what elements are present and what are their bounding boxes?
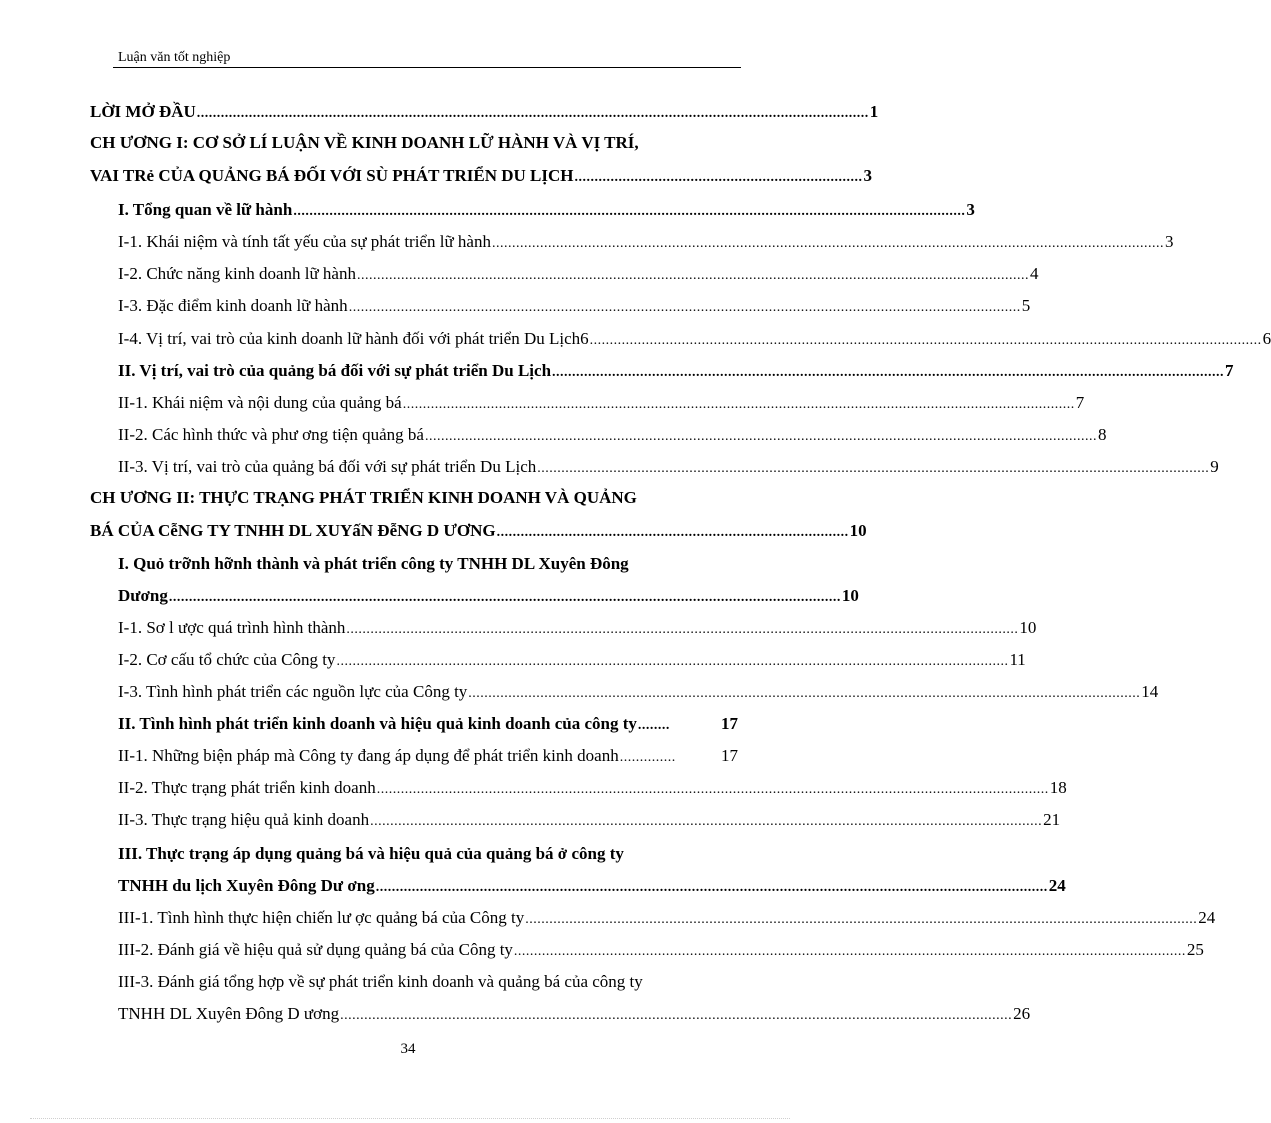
toc-page-number: 9 — [1210, 457, 1219, 476]
toc-page-number: 7 — [1225, 361, 1234, 380]
toc-entry-title: TNHH DL Xuyên Đông D ương — [118, 1004, 340, 1023]
toc-page-number: 18 — [1049, 778, 1067, 797]
toc-page-number: 17 — [721, 746, 738, 765]
toc-entry-loi-mo-dau[interactable] — [90, 102, 879, 122]
toc-leader: ........................................................................................................................................................................ — [491, 236, 1164, 251]
toc-page-number: 7 — [1075, 393, 1085, 412]
toc-entry-title: II-3. Thực trạng hiệu quả kinh doanh — [118, 810, 370, 829]
toc-entry-c1-s1-1[interactable] — [118, 232, 1174, 252]
toc-entry-c2-s1-3[interactable] — [118, 682, 1159, 702]
toc-entry-c2-s3[interactable] — [118, 876, 1066, 896]
toc-page-number: 17 — [721, 714, 738, 733]
toc-entry-c1-s2-3[interactable] — [118, 457, 1219, 477]
toc-entry-c2-s3-1[interactable] — [118, 908, 1216, 928]
toc-leader: ........................................................................................................................................................................ — [336, 654, 1009, 669]
toc-entry-title: II-2. Các hình thức và phư ơng tiện quảng bá — [118, 425, 424, 444]
toc-page-number: 1 — [869, 102, 879, 121]
toc-entry-c2-s1[interactable] — [118, 586, 859, 606]
toc-entry-title: I. Tổng quan về lữ hành — [118, 200, 293, 219]
toc-page-number: 3 — [966, 200, 975, 219]
toc-entry-title: I-2. Chức năng kinh doanh lữ hành — [118, 264, 356, 283]
toc-entry-title: I-1. Sơ l ược quá trình hình thành — [118, 618, 346, 637]
toc-entry-c1-s2[interactable] — [118, 361, 1234, 381]
toc-page-number: 10 — [1019, 618, 1037, 637]
toc-entry-title: II-1. Những biện pháp mà Công ty đang áp dụng để phát triển kinh doanh — [118, 746, 619, 765]
toc-entry-c2-s3-line1[interactable]: III. Thực trạng áp dụng quảng bá và hiệu quả của quảng bá ở công ty — [118, 844, 624, 863]
toc-leader: ........................................................................................................................................................................ — [424, 429, 1097, 444]
toc-entry-c1-s1-2[interactable] — [118, 264, 1039, 284]
toc-entry-c2-s1-2[interactable] — [118, 650, 1026, 670]
toc-chapter-1-line1[interactable]: CH ƯƠNG I: CƠ SỞ LÍ LUẬN VỀ KINH DOANH LỮ HÀNH VÀ VỊ TRÍ, — [90, 133, 639, 152]
toc-leader: ........................................................................................................................................................................ — [468, 686, 1141, 701]
toc-leader: ........................................................................................................................................................................ — [293, 204, 966, 219]
toc-leader: ........................................................................................................................................................................ — [348, 300, 1021, 315]
toc-leader: ........................................................................ — [574, 170, 863, 185]
page-number: 34 — [400, 1041, 416, 1057]
toc-entry-title: BÁ CỦA CễNG TY TNHH DL XUYấN ĐễNG D ƯƠNG — [90, 521, 496, 540]
toc-entry-c2-s2-3[interactable] — [118, 810, 1061, 830]
toc-page-number: 5 — [1021, 296, 1031, 315]
toc-leader: ........................................................................................ — [496, 525, 849, 540]
toc-entry-c1-s1-3[interactable] — [118, 296, 1031, 316]
toc-leader: ........ — [637, 718, 670, 733]
toc-entry-c1-s2-1[interactable] — [118, 393, 1085, 413]
toc-page-number: 10 — [849, 521, 867, 540]
toc-page-number: 8 — [1097, 425, 1107, 444]
toc-page-number: 4 — [1029, 264, 1039, 283]
toc-entry-title: II. Tình hình phát triển kinh doanh và hiệu quả kinh doanh của công ty — [118, 714, 637, 733]
toc-entry-title: II. Vị trí, vai trò của quảng bá đối với sự phát triển Du Lịch — [118, 361, 552, 380]
toc-page-number: 3 — [863, 166, 872, 185]
toc-page-number: 14 — [1141, 682, 1159, 701]
header-rule — [113, 67, 741, 68]
toc-leader: ........................................................................................................................................................................ — [402, 397, 1075, 412]
running-header: Luận văn tốt nghiệp — [118, 50, 231, 65]
toc-entry-c2-s1-line1[interactable]: I. Quỏ trỡnh hỡnh thành và phát triển công ty TNHH DL Xuyên Đông — [118, 554, 629, 573]
toc-leader: ........................................................................................................................................................................ — [537, 461, 1210, 476]
toc-entry-c1-s1-4[interactable] — [118, 329, 1271, 349]
toc-leader: ........................................................................................................................................................................ — [168, 590, 841, 605]
toc-entry-title: VAI TRẻ CỦA QUẢNG BÁ ĐỐI VỚI SÙ PHÁT TRIỂN DU LỊCH — [90, 166, 574, 185]
toc-entry-c2-s3-2[interactable] — [118, 940, 1204, 960]
toc-entry-c2-s3-3[interactable] — [118, 1004, 1031, 1024]
toc-entry-title: III-1. Tình hình thực hiện chiến lư ợc quảng bá của Công ty — [118, 908, 525, 927]
toc-leader: ........................................................................................................................................................................ — [525, 912, 1198, 927]
toc-leader: ........................................................................................................................................................................ — [376, 782, 1049, 797]
toc-page-number: 6 — [1262, 329, 1271, 348]
toc-entry-title: LỜI MỞ ĐẦU — [90, 102, 196, 121]
toc-page-number: 21 — [1043, 810, 1061, 829]
toc-leader: ........................................................................................................................................................................ — [589, 333, 1262, 348]
toc-leader: ........................................................................................................................................................................ — [196, 106, 869, 121]
toc-entry-c2-s3-3-line1[interactable]: III-3. Đánh giá tổng hợp về sự phát triển kinh doanh và quảng bá của công ty — [118, 972, 643, 991]
toc-entry-title: I-2. Cơ cấu tổ chức của Công ty — [118, 650, 336, 669]
toc-leader: .............. — [619, 750, 676, 765]
toc-page-number: 25 — [1186, 940, 1204, 959]
toc-leader: ........................................................................................................................................................................ — [552, 365, 1225, 380]
toc-entry-c2-s2-2[interactable] — [118, 778, 1067, 798]
toc-leader: ........................................................................................................................................................................ — [375, 880, 1048, 895]
toc-entry-c1-s1[interactable] — [118, 200, 975, 220]
toc-chapter-1[interactable] — [90, 166, 872, 186]
toc-entry-title: I-3. Tình hình phát triển các nguồn lực của Công ty — [118, 682, 468, 701]
toc-entry-c2-s1-1[interactable] — [118, 618, 1037, 638]
page-bottom-divider — [30, 1118, 790, 1119]
toc-entry-title: Dương — [118, 586, 168, 605]
toc-entry-c2-s2-1[interactable] — [118, 746, 738, 766]
toc-entry-title: I-1. Khái niệm và tính tất yếu của sự phát triển lữ hành — [118, 232, 491, 251]
toc-leader: ........................................................................................................................................................................ — [513, 944, 1186, 959]
toc-page-number: 11 — [1009, 650, 1026, 669]
toc-entry-title: I-3. Đặc điểm kinh doanh lữ hành — [118, 296, 348, 315]
toc-leader: ........................................................................................................................................................................ — [340, 1008, 1013, 1023]
toc-entry-title: II-1. Khái niệm và nội dung của quảng bá — [118, 393, 402, 412]
toc-chapter-2-line1[interactable]: CH ƯƠNG II: THỰC TRẠNG PHÁT TRIỂN KINH DOANH VÀ QUẢNG — [90, 488, 637, 507]
toc-page-number: 3 — [1164, 232, 1174, 251]
toc-page-number: 10 — [841, 586, 859, 605]
toc-chapter-2[interactable] — [90, 521, 867, 541]
toc-entry-title: II-2. Thực trạng phát triển kinh doanh — [118, 778, 376, 797]
toc-leader: ........................................................................................................................................................................ — [356, 268, 1029, 283]
toc-entry-title: TNHH du lịch Xuyên Đông Dư ơng — [118, 876, 375, 895]
toc-entry-c2-s2[interactable] — [118, 714, 738, 734]
toc-entry-c1-s2-2[interactable] — [118, 425, 1107, 445]
toc-entry-title: I-4. Vị trí, vai trò của kinh doanh lữ hành đối với phát triển Du Lịch6 — [118, 329, 589, 348]
toc-page-number: 26 — [1013, 1004, 1031, 1023]
toc-page-number: 24 — [1048, 876, 1066, 895]
toc-leader: ........................................................................................................................................................................ — [346, 622, 1019, 637]
toc-leader: ........................................................................................................................................................................ — [370, 814, 1043, 829]
toc-entry-title: III-2. Đánh giá về hiệu quả sử dụng quảng bá của Công ty — [118, 940, 513, 959]
toc-page-number: 24 — [1198, 908, 1216, 927]
toc-entry-title: II-3. Vị trí, vai trò của quảng bá đối với sự phát triển Du Lịch — [118, 457, 537, 476]
